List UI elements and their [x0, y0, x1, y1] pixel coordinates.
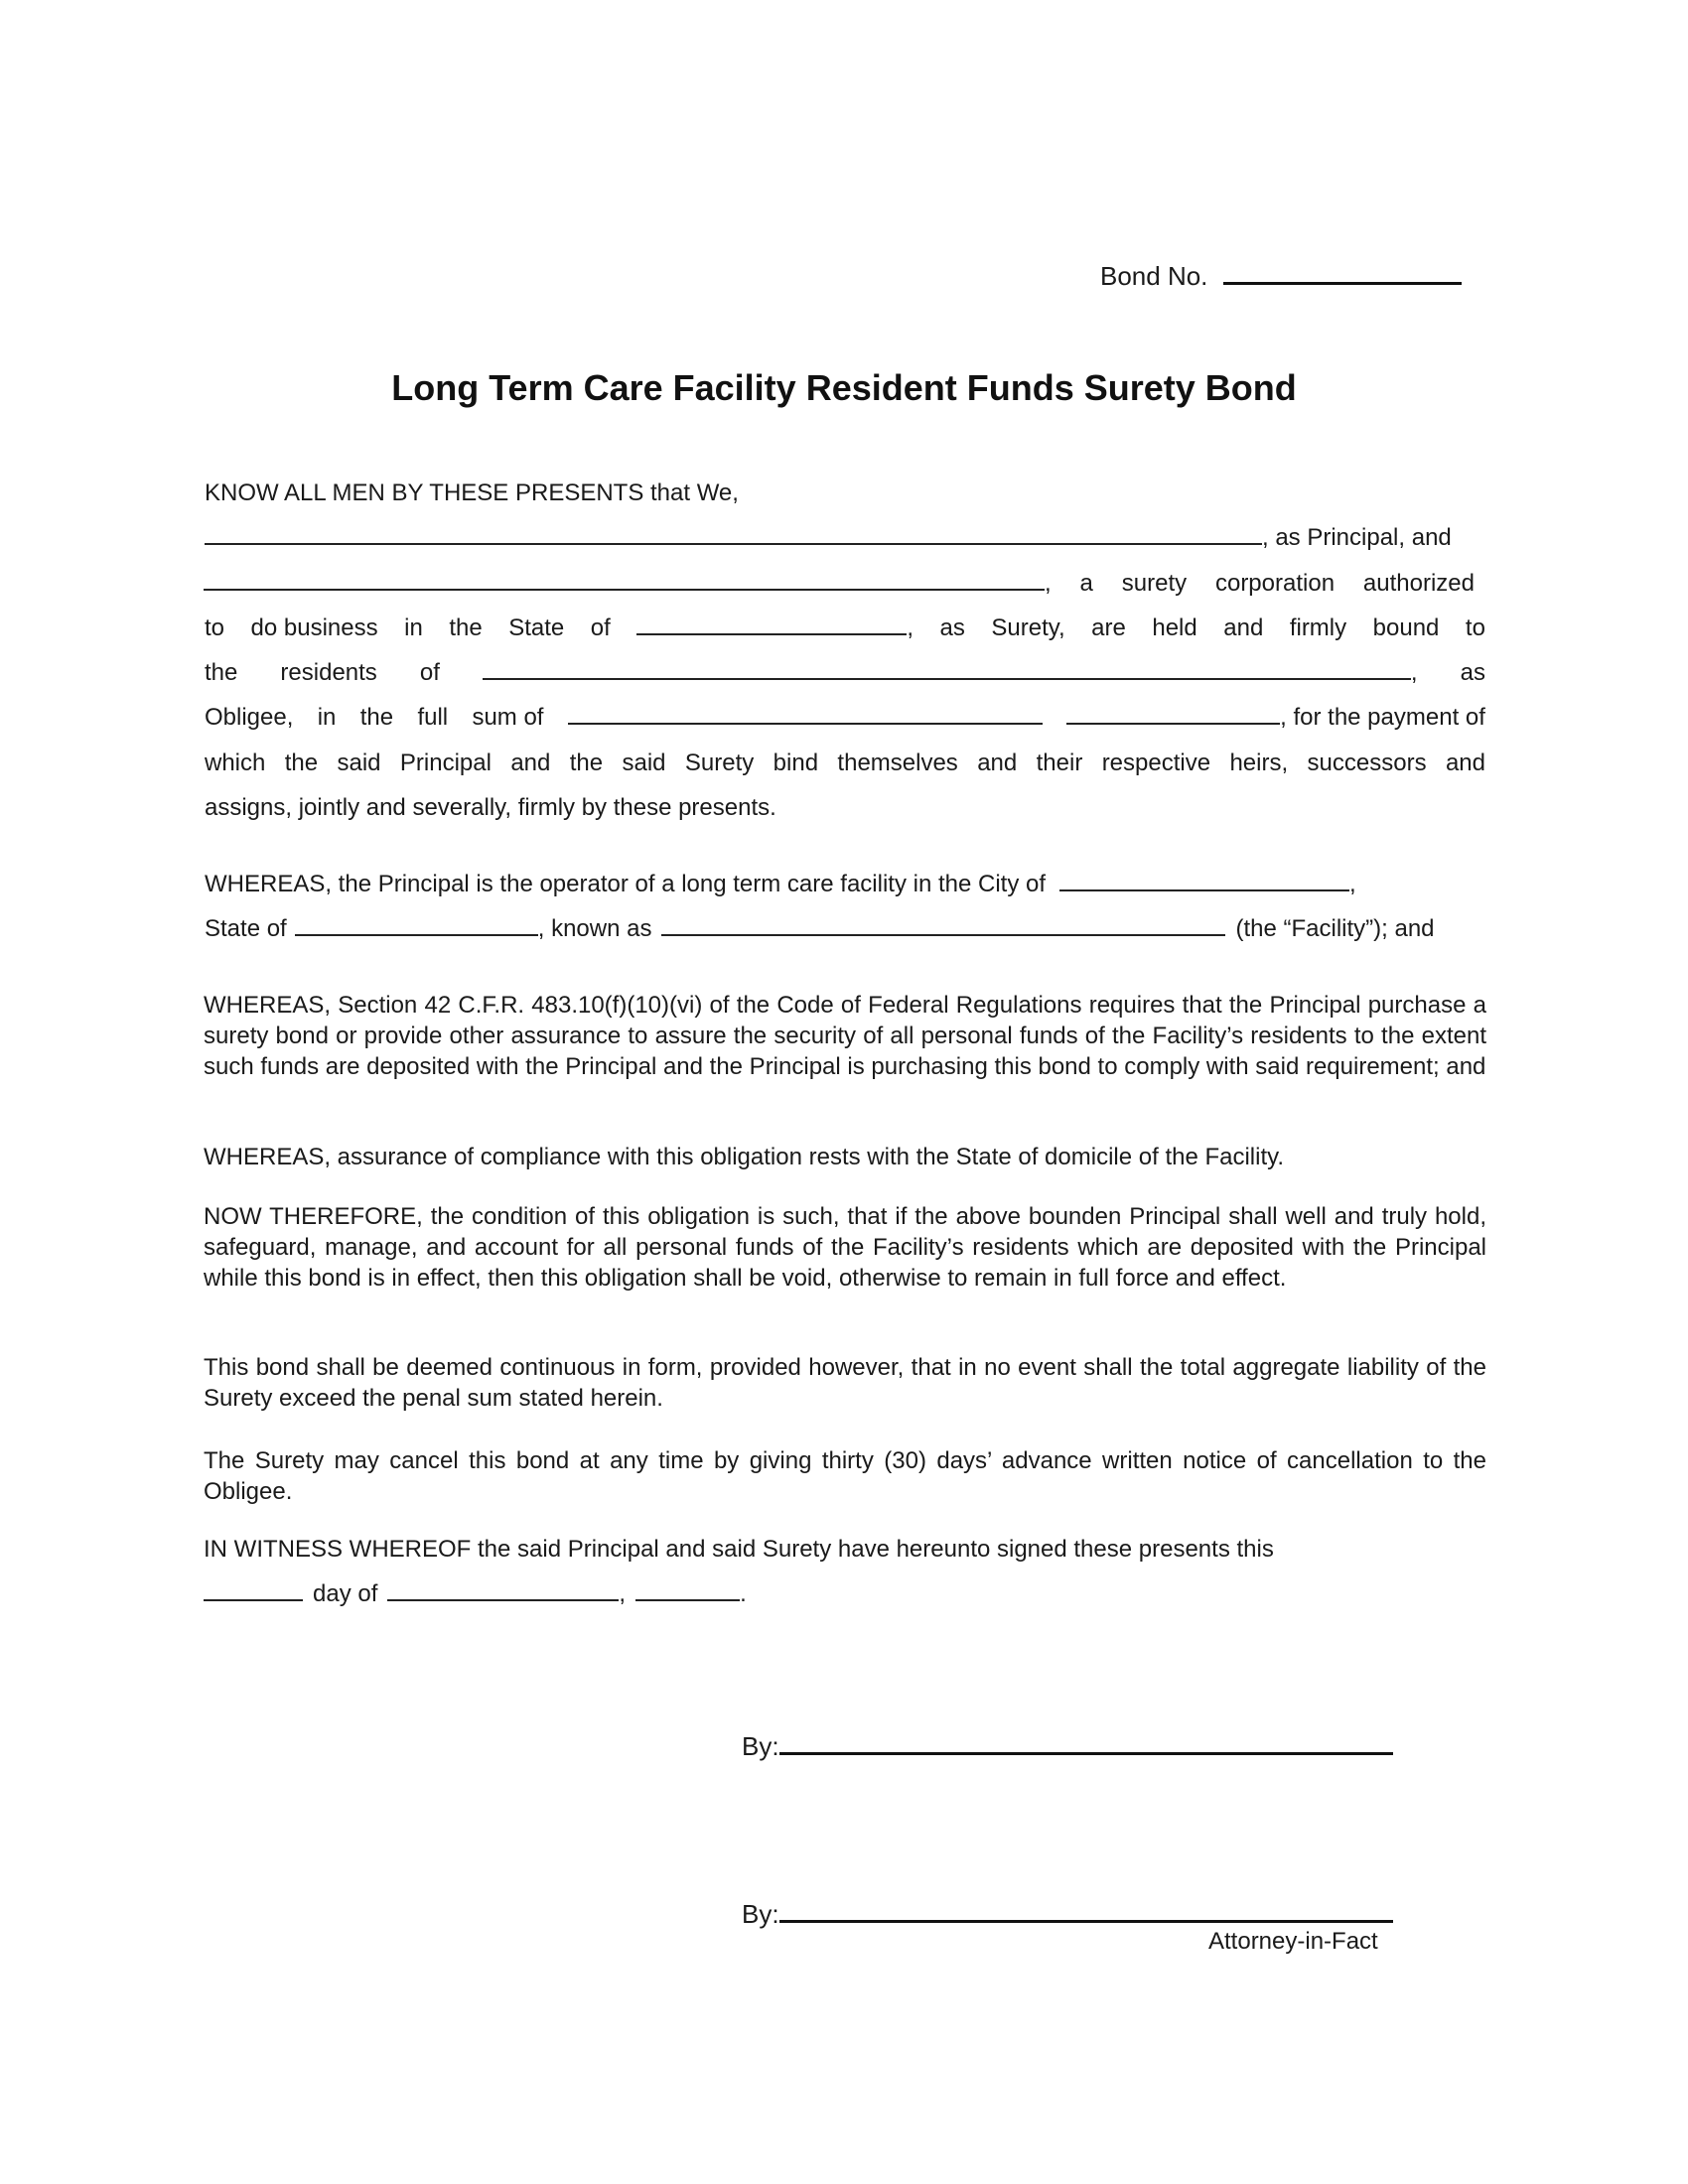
- surety-name-field[interactable]: [204, 589, 1045, 591]
- whereas-regulation-paragraph: WHEREAS, Section 42 C.F.R. 483.10(f)(10)(vi) of the Code of Federal Regulations requires that the Principal purchase a surety bond or provide other assurance to assure the security of all personal funds of the Facility’s residents to the extent such funds are deposited with the Principal and the Principal is purchasing this bond to comply with said requirement; and: [204, 992, 1486, 1080]
- bind-line: which the said Principal and the said Surety bind themselves and their respective heirs, successors and: [205, 750, 1485, 776]
- continuous-paragraph: This bond shall be deemed continuous in form, provided however, that in no event shall the total aggregate liability of the Surety exceed the penal sum stated herein.: [204, 1354, 1486, 1412]
- principal-signature-field[interactable]: [779, 1752, 1393, 1755]
- principal-line: , as Principal, and: [205, 524, 1485, 552]
- city-field[interactable]: [1059, 889, 1349, 891]
- facility-state-field[interactable]: [295, 934, 538, 936]
- date-line: day of , .: [204, 1580, 1484, 1608]
- surety-line: , a surety corporation authorized: [204, 570, 1475, 598]
- cancellation-paragraph: The Surety may cancel this bond at any time by giving thirty (30) days’ advance written notice of cancellation to the Obligee.: [204, 1447, 1486, 1505]
- signature-block-principal: [742, 1731, 1393, 1762]
- surety-state-field[interactable]: [636, 633, 907, 635]
- month-field[interactable]: [387, 1599, 619, 1601]
- bond-number-row: [1100, 261, 1462, 292]
- signature-block-surety: [742, 1899, 1393, 1930]
- facility-name-field[interactable]: [661, 934, 1225, 936]
- assigns-line: assigns, jointly and severally, firmly by these presents.: [205, 794, 776, 821]
- sum-words-field[interactable]: [568, 723, 1043, 725]
- whereas-compliance-paragraph: WHEREAS, assurance of compliance with this obligation rests with the State of domicile of the Facility.: [204, 1144, 1285, 1170]
- residents-of-field[interactable]: [483, 678, 1411, 680]
- principal-name-field[interactable]: [205, 543, 1262, 545]
- whereas-state-line: State of , known as (the “Facility”); and: [205, 915, 1435, 942]
- attorney-signature-field[interactable]: [779, 1920, 1393, 1923]
- residents-line: the residents of , as: [205, 659, 1485, 686]
- by-label-surety: By:: [742, 1899, 779, 1929]
- know-all-men-line: KNOW ALL MEN BY THESE PRESENTS that We,: [205, 479, 739, 506]
- bond-number-label: Bond No.: [1100, 261, 1208, 291]
- year-field[interactable]: [635, 1599, 740, 1601]
- attorney-in-fact-label: Attorney-in-Fact: [1208, 1928, 1378, 1955]
- obligee-line: Obligee, in the full sum of , for the payment of: [205, 704, 1485, 731]
- document-title: Long Term Care Facility Resident Funds Surety Bond: [391, 367, 1297, 408]
- day-field[interactable]: [204, 1599, 303, 1601]
- bond-number-field[interactable]: [1223, 282, 1462, 285]
- witness-paragraph: IN WITNESS WHEREOF the said Principal and said Surety have hereunto signed these presents this: [204, 1536, 1274, 1563]
- now-therefore-paragraph: NOW THEREFORE, the condition of this obligation is such, that if the above bounden Principal shall well and truly hold, safeguard, manage, and account for all personal funds of the Facility’s residents which are deposited with the Principal while this bond is in effect, then this obligation shall be void, otherwise to remain in full force and effect.: [204, 1203, 1486, 1292]
- do-business-line: to do business in the State of , as Surety, are held and firmly bound to: [205, 614, 1485, 641]
- by-label-principal: By:: [742, 1731, 779, 1761]
- whereas-operator-line: WHEREAS, the Principal is the operator of a long term care facility in the City of ,: [205, 871, 1356, 897]
- sum-amount-field[interactable]: [1066, 723, 1280, 725]
